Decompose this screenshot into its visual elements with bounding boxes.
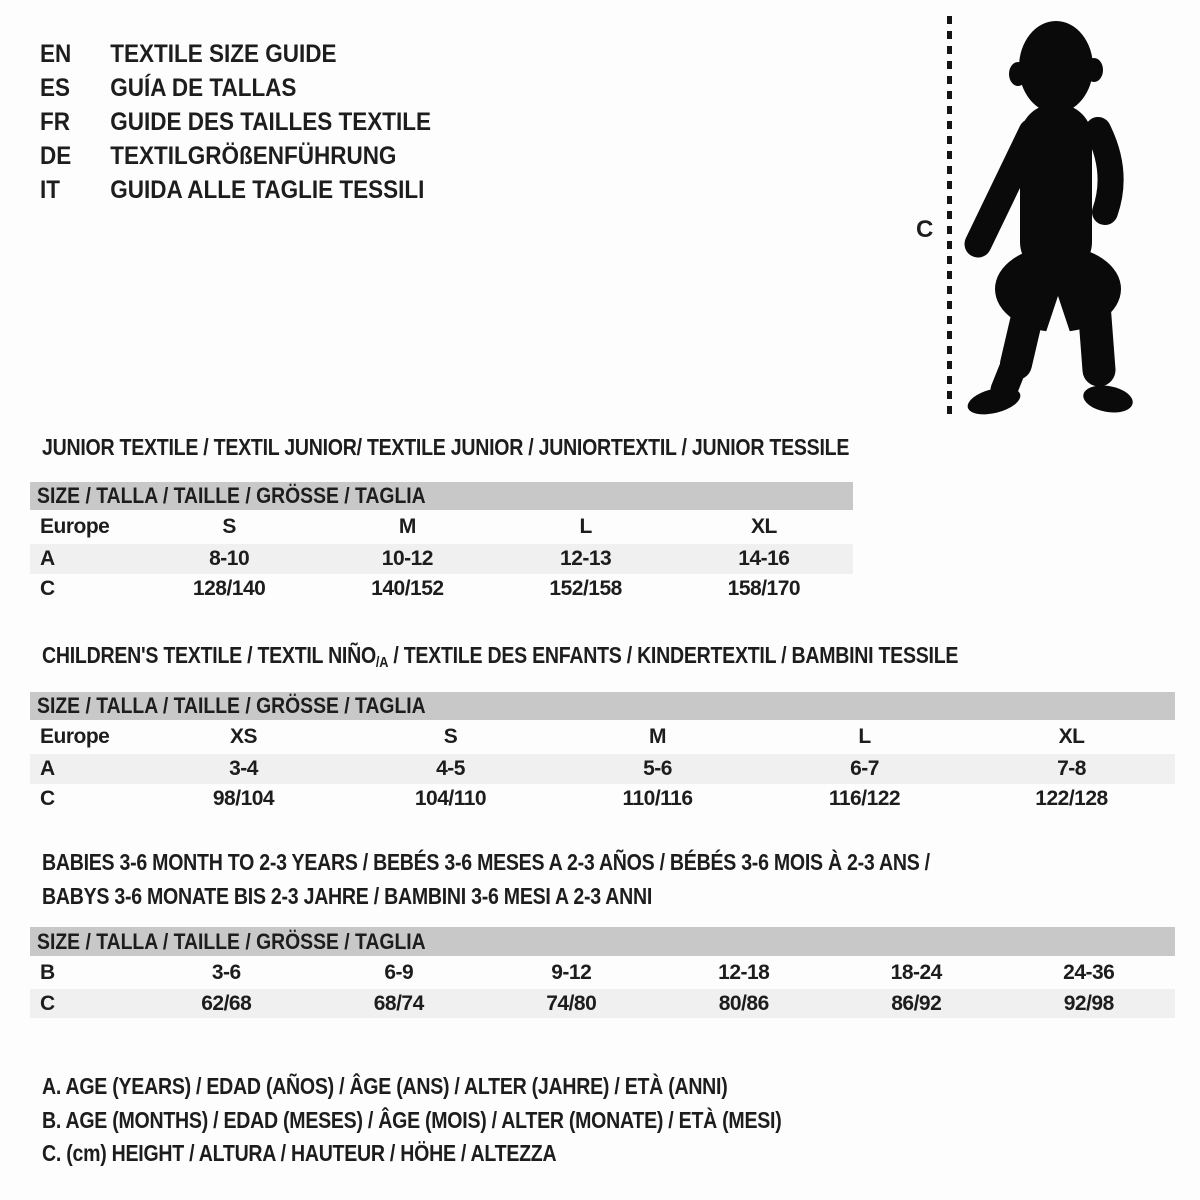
measure-label-c: C bbox=[916, 216, 934, 243]
height-cell: 74/80 bbox=[546, 991, 597, 1015]
legend-line-c: C. (cm) HEIGHT / ALTURA / HAUTEUR / HÖHE / ALTEZZA bbox=[42, 1140, 557, 1166]
height-measure-dashed-line bbox=[947, 16, 952, 416]
height-cell: 86/92 bbox=[891, 991, 942, 1015]
age-cell: 24-36 bbox=[1063, 960, 1115, 984]
language-row-de bbox=[40, 139, 431, 173]
age-cell: 12-18 bbox=[718, 960, 770, 984]
guide-title-it: GUIDA ALLE TAGLIE TESSILI bbox=[110, 176, 425, 204]
age-cell: 18-24 bbox=[890, 960, 942, 984]
age-cell: 3-6 bbox=[211, 960, 241, 984]
toddler-silhouette-icon bbox=[958, 12, 1135, 422]
table-row-europe bbox=[30, 510, 853, 544]
size-header-bar bbox=[30, 927, 1175, 956]
age-cell: 9-12 bbox=[551, 960, 592, 984]
language-row-it bbox=[40, 173, 431, 207]
children-title-suffix: / TEXTILE DES ENFANTS / KINDERTEXTIL / BAMBINI TESSILE bbox=[388, 642, 959, 668]
size-cell: XL bbox=[750, 515, 777, 538]
guide-title-es: GUÍA DE TALLAS bbox=[110, 74, 297, 102]
language-row-fr bbox=[40, 105, 431, 139]
children-title-sub: /A bbox=[375, 654, 389, 671]
size-cell: L bbox=[858, 725, 871, 748]
language-code: FR bbox=[40, 108, 70, 136]
row-label: C bbox=[40, 787, 55, 810]
size-cell: M bbox=[398, 515, 416, 538]
babies-size-table bbox=[30, 927, 1175, 1018]
language-code: IT bbox=[40, 176, 60, 204]
height-cell: 98/104 bbox=[212, 787, 275, 810]
height-cell: 140/152 bbox=[371, 577, 444, 600]
language-code: DE bbox=[40, 142, 72, 170]
children-size-table bbox=[30, 692, 1175, 814]
height-cell: 80/86 bbox=[718, 991, 769, 1015]
size-header-bar bbox=[30, 482, 853, 510]
age-cell: 8-10 bbox=[209, 547, 250, 570]
height-cell: 110/116 bbox=[622, 787, 693, 810]
row-label: Europe bbox=[40, 515, 110, 538]
table-row-age bbox=[30, 544, 853, 574]
height-cell: 104/110 bbox=[414, 787, 487, 810]
row-label: A bbox=[40, 757, 55, 780]
language-guide-list bbox=[40, 37, 475, 207]
guide-title-en: TEXTILE SIZE GUIDE bbox=[110, 40, 337, 68]
table-row-height bbox=[30, 574, 853, 604]
children-title-prefix: CHILDREN'S TEXTILE / TEXTIL NIÑO bbox=[42, 642, 376, 668]
height-cell: 122/128 bbox=[1035, 787, 1108, 810]
size-header-label: SIZE / TALLA / TAILLE / GRÖSSE / TAGLIA bbox=[37, 693, 426, 718]
language-row-en bbox=[40, 37, 431, 71]
guide-title-de: TEXTILGRÖßENFÜHRUNG bbox=[110, 142, 397, 170]
row-label: C bbox=[40, 991, 55, 1015]
size-header-bar bbox=[30, 692, 1175, 720]
table-row-height bbox=[30, 784, 1175, 814]
age-cell: 7-8 bbox=[1057, 757, 1086, 780]
height-cell: 68/74 bbox=[373, 991, 424, 1015]
size-cell: XS bbox=[229, 725, 257, 748]
language-code: EN bbox=[40, 40, 72, 68]
table-row-height bbox=[30, 989, 1175, 1018]
height-cell: 92/98 bbox=[1063, 991, 1114, 1015]
row-label: A bbox=[40, 547, 55, 570]
age-cell: 3-4 bbox=[229, 757, 258, 780]
row-label: Europe bbox=[40, 725, 110, 748]
junior-size-table bbox=[30, 482, 853, 604]
guide-title-fr: GUIDE DES TAILLES TEXTILE bbox=[110, 108, 432, 136]
age-cell: 5-6 bbox=[643, 757, 672, 780]
size-cell: S bbox=[443, 725, 458, 748]
size-cell: XL bbox=[1058, 725, 1085, 748]
height-cell: 62/68 bbox=[201, 991, 252, 1015]
size-cell: L bbox=[579, 515, 592, 538]
table-row-age bbox=[30, 754, 1175, 784]
age-cell: 12-13 bbox=[560, 547, 612, 570]
height-cell: 158/170 bbox=[727, 577, 801, 600]
babies-section-title-line1: BABIES 3-6 MONTH TO 2-3 YEARS / BEBÉS 3-6 MESES A 2-3 AÑOS / BÉBÉS 3-6 MOIS À 2-3 ANS / bbox=[42, 849, 930, 875]
size-header-label: SIZE / TALLA / TAILLE / GRÖSSE / TAGLIA bbox=[37, 928, 426, 954]
table-row-age-months bbox=[30, 956, 1175, 989]
legend-line-b: B. AGE (MONTHS) / EDAD (MESES) / ÂGE (MOIS) / ALTER (MONATE) / ETÀ (MESI) bbox=[42, 1107, 782, 1133]
language-code: ES bbox=[40, 74, 71, 102]
height-cell: 128/140 bbox=[192, 577, 266, 600]
age-cell: 6-9 bbox=[384, 960, 414, 984]
row-label: C bbox=[40, 577, 55, 600]
language-row-es bbox=[40, 71, 431, 105]
height-cell: 116/122 bbox=[828, 787, 901, 810]
legend-line-a: A. AGE (YEARS) / EDAD (AÑOS) / ÂGE (ANS) / ALTER (JAHRE) / ETÀ (ANNI) bbox=[42, 1073, 728, 1099]
age-cell: 4-5 bbox=[436, 757, 465, 780]
table-row-europe bbox=[30, 720, 1175, 754]
age-cell: 10-12 bbox=[381, 547, 433, 570]
junior-section-title: JUNIOR TEXTILE / TEXTIL JUNIOR/ TEXTILE JUNIOR / JUNIORTEXTIL / JUNIOR TESSILE bbox=[42, 434, 850, 460]
size-cell: S bbox=[222, 515, 236, 538]
height-cell: 152/158 bbox=[549, 577, 622, 600]
row-label: B bbox=[40, 960, 55, 984]
size-header-label: SIZE / TALLA / TAILLE / GRÖSSE / TAGLIA bbox=[37, 483, 426, 508]
age-cell: 14-16 bbox=[738, 547, 790, 570]
children-section-title bbox=[42, 642, 958, 671]
age-cell: 6-7 bbox=[850, 757, 879, 780]
babies-section-title-line2: BABYS 3-6 MONATE BIS 2-3 JAHRE / BAMBINI 3-6 MESI A 2-3 ANNI bbox=[42, 883, 653, 909]
size-cell: M bbox=[649, 725, 666, 748]
